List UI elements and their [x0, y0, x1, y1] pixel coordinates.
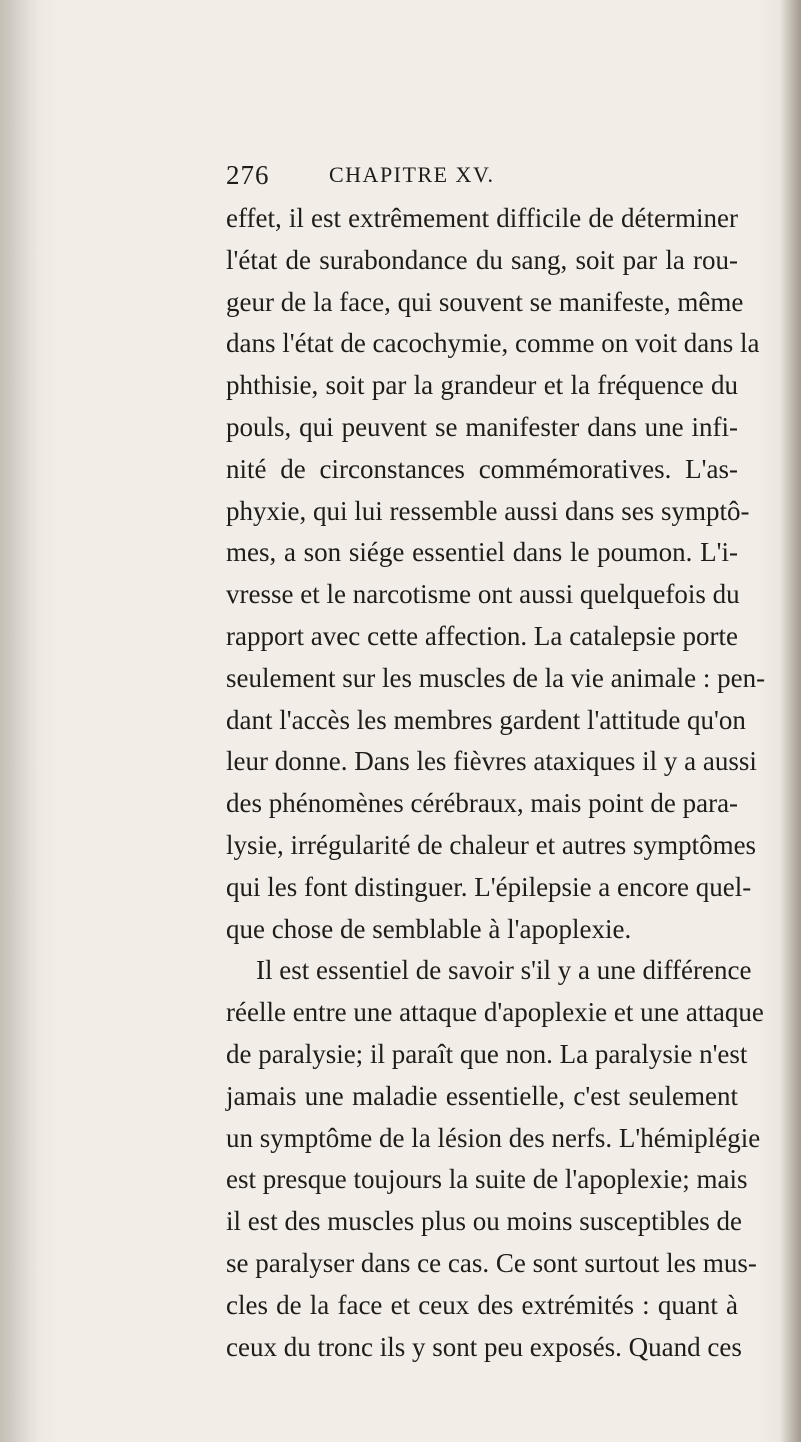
- text-line: seulement sur les muscles de la vie animale : pen-: [226, 662, 766, 693]
- text-line: phyxie, qui lui ressemble aussi dans ses symptô-: [226, 495, 750, 526]
- body-text: [226, 198, 766, 1368]
- page-number: 276: [226, 160, 270, 190]
- text-line: geur de la face, qui souvent se manifeste, même: [226, 286, 744, 317]
- page-header: [226, 160, 736, 200]
- text-line: pouls, qui peuvent se manifester dans une infi-: [226, 411, 738, 442]
- text-line: il est des muscles plus ou moins susceptibles de: [226, 1206, 742, 1237]
- text-line: des phénomènes cérébraux, mais point de para-: [226, 788, 739, 819]
- text-line: effet, il est extrêmement difficile de déterminer: [226, 203, 738, 233]
- page-gutter-shadow: [0, 0, 40, 1442]
- text-line: Il est essentiel de savoir s'il y a une différence: [256, 955, 752, 986]
- text-line: qui les font distinguer. L'épilepsie a encore quel-: [226, 871, 752, 902]
- text-line: se paralyser dans ce cas. Ce sont surtout les mus-: [226, 1247, 757, 1278]
- running-head: CHAPITRE XV.: [329, 162, 495, 187]
- text-line: rapport avec cette affection. La catalepsie porte: [226, 620, 738, 651]
- text-line: dant l'accès les membres gardent l'attitude qu'on: [226, 704, 746, 735]
- text-line: l'état de surabondance du sang, soit par la rou-: [226, 244, 738, 275]
- page-edge-shadow: [779, 0, 801, 1442]
- text-line: est presque toujours la suite de l'apoplexie; mais: [226, 1164, 748, 1195]
- text-line: un symptôme de la lésion des nerfs. L'hémiplégie: [226, 1122, 761, 1153]
- text-line: mes, a son siége essentiel dans le poumon. L'i-: [226, 537, 738, 568]
- text-line: ceux du tronc ils y sont peu exposés. Quand ces: [226, 1331, 742, 1362]
- text-line: de paralysie; il paraît que non. La paralysie n'est: [226, 1038, 748, 1069]
- text-line: vresse et le narcotisme ont aussi quelquefois du: [226, 579, 740, 610]
- text-line: cles de la face et ceux des extrémités : quant à: [226, 1289, 738, 1320]
- text-line: phthisie, soit par la grandeur et la fréquence du: [226, 370, 738, 401]
- text-line: dans l'état de cacochymie, comme on voit dans la: [226, 328, 760, 359]
- text-line: leur donne. Dans les fièvres ataxiques il y a aussi: [226, 746, 757, 777]
- text-line: nité de circonstances commémoratives. L'as-: [226, 453, 738, 484]
- text-line: que chose de semblable à l'apoplexie.: [226, 913, 632, 944]
- text-line: jamais une maladie essentielle, c'est seulement: [226, 1080, 738, 1111]
- text-line: lysie, irrégularité de chaleur et autres symptômes: [226, 829, 757, 860]
- text-line: réelle entre une attaque d'apoplexie et une attaque: [226, 997, 764, 1028]
